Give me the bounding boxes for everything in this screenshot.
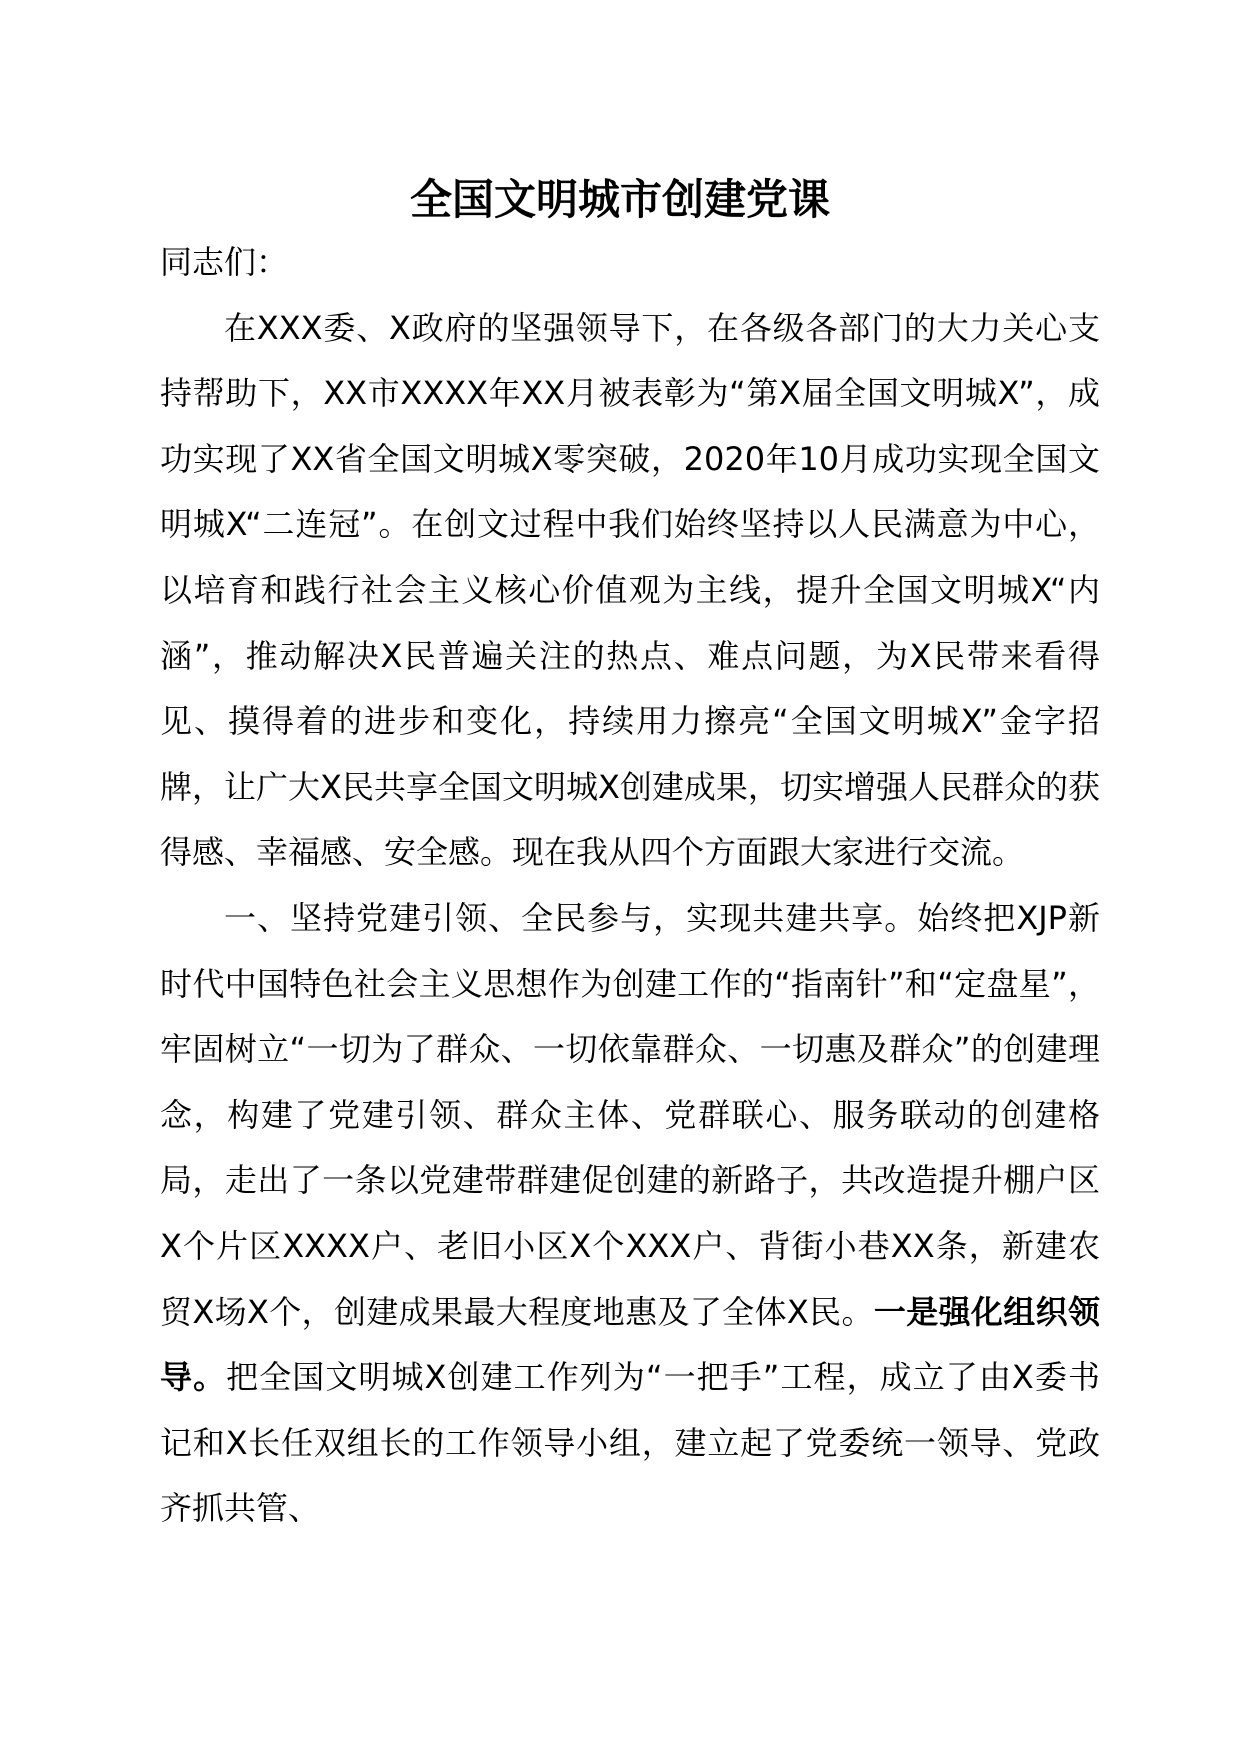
subheading-strengthen-leadership: 一是强化组织领导。 [160,1292,1100,1397]
salutation: 同志们： [160,243,289,281]
paragraph-section-one-text: 一、坚持党建引领、全民参与，实现共建共享。始终把XJP新时代中国特色社会主义思想作为创建工作的“指南针”和“定盘星”，牢固树立“一切为了群众、一切依靠群众、一切惠及群众”的创建理念，构建了党建引领、群众主体、党群联心、服务联动的创建格局，走出了一条以党建带群建促创建的新路子，共改造提升棚户区X个片区XXXX户、老旧小区X个XXX户、背街小巷XX条，新建农贸X场X个，创建成果最大程度地惠及了全体X民。 [160,898,1100,1331]
paragraph-intro: 在XXX委、X政府的坚强领导下，在各级各部门的大力关心支持帮助下，XX市XXXX年XX月被表彰为“第X届全国文明城X”，成功实现了XX省全国文明城X零突破，2020年10月成功实现全国文明城X“二连冠”。在创文过程中我们始终坚持以人民满意为中心，以培育和践行社会主义核心价值观为主线，提升全国文明城X“内涵”，推动解决X民普遍关注的热点、难点问题，为X民带来看得见、摸得着的进步和变化，持续用力擦亮“全国文明城X”金字招牌，让广大X民共享全国文明城X创建成果，切实增强人民群众的获得感、幸福感、安全感。现在我从四个方面跟大家进行交流。 [160,308,1100,872]
paragraph-section-one-continued: 把全国文明城X创建工作列为“一把手”工程，成立了由X委书记和X长任双组长的工作领导小组，建立起了党委统一领导、党政齐抓共管、 [160,1358,1100,1528]
document-body [160,230,1100,1542]
paragraph-section-one [160,886,1100,1542]
document-title: 全国文明城市创建党课 [409,175,830,224]
